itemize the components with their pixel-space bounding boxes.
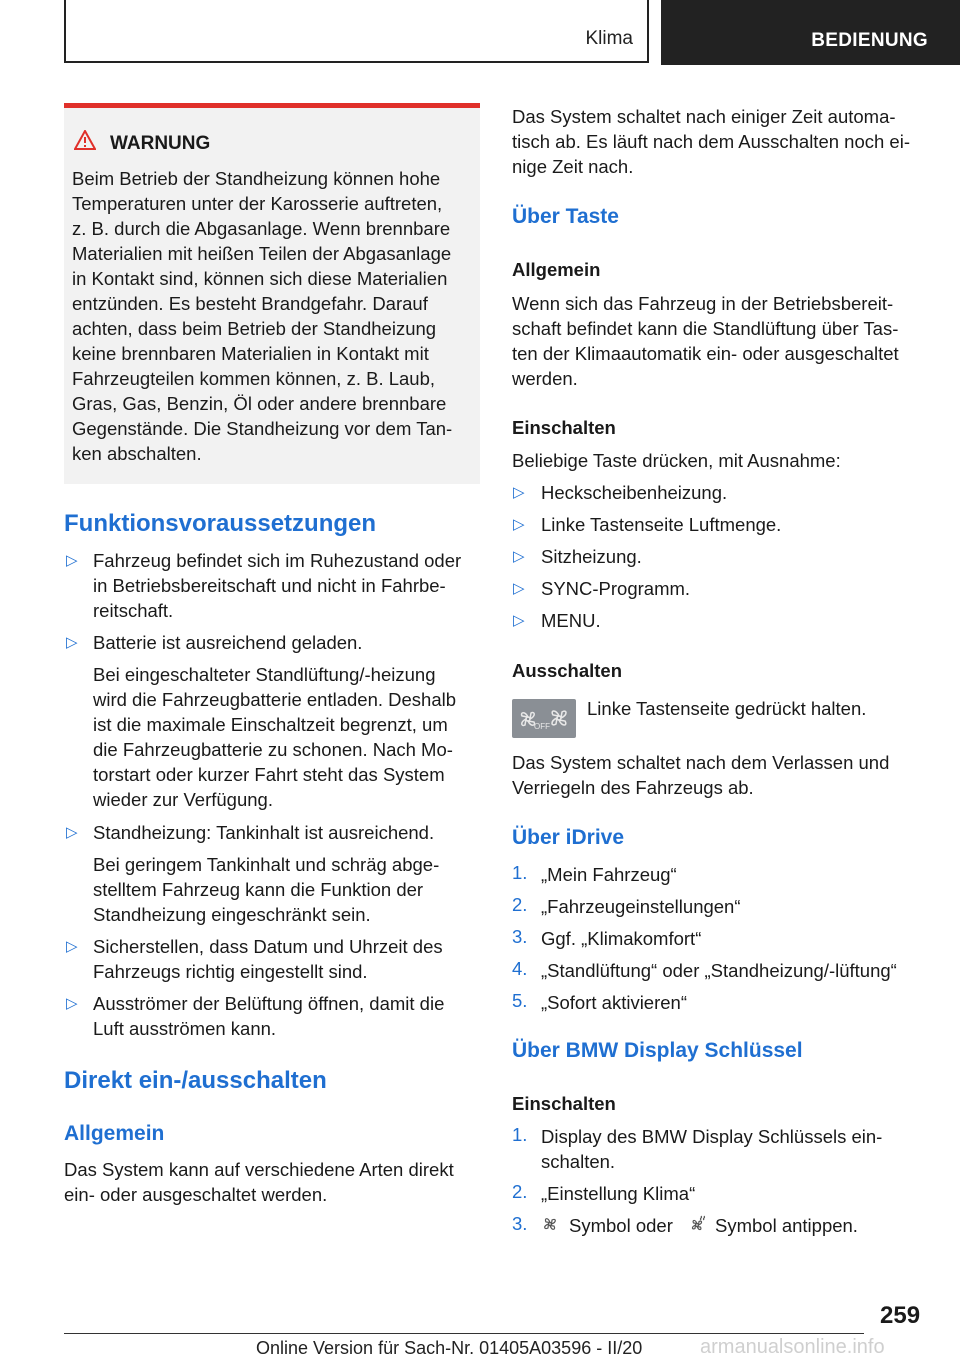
step-number: 5.: [512, 990, 528, 1011]
header-chapter-title: BEDIENUNG: [811, 30, 928, 51]
bullet-marker: ▷: [66, 634, 78, 651]
heading-ueber-idrive: Über iDrive: [512, 826, 625, 849]
heading-funktionsvoraussetzungen: Funktionsvoraussetzungen: [64, 510, 377, 537]
fan-off-icon: [512, 699, 576, 738]
paragraph: Das System schaltet nach dem Verlassen und Verriegeln des Fahrzeugs ab.: [512, 752, 890, 798]
header-section-title: Klima: [585, 28, 633, 49]
step-text: „Standlüftung“ oder „Standheizung/-lüftung“: [541, 960, 897, 981]
header-section-box: [64, 0, 649, 63]
paragraph: Wenn sich das Fahrzeug in der Betriebsbereit- schaft befindet kann die Standlüftung über Tas- ten der Klimaautomatik ein- oder ausgeschaltet werden.: [512, 293, 899, 389]
list-item: SYNC-Programm.: [541, 578, 691, 599]
fan-button-image: [512, 699, 576, 738]
bullet-marker: ▷: [513, 612, 525, 629]
bullet-marker: ▷: [66, 824, 78, 841]
subheading-einschalten: Einschalten: [512, 417, 616, 438]
bullet-marker: ▷: [66, 552, 78, 569]
list-item-note: Bei eingeschalteter Standlüftung/-heizung wird die Fahrzeugbatterie entladen. Deshalb ist die maximale Einschaltzeit begrenzt, um die Fahrzeugbatterie zu schonen. Nach Mo- torstart oder kurzer Fahrt steht das System wieder zur Verfügung.: [93, 664, 457, 810]
heading-ueber-taste: Über Taste: [512, 205, 619, 228]
step-text: „Fahrzeugeinstellungen“: [541, 896, 741, 917]
bullet-marker: ▷: [513, 484, 525, 501]
paragraph: Beliebige Taste drücken, mit Ausnahme:: [512, 450, 841, 471]
warning-text: Beim Betrieb der Standheizung können hohe Temperaturen unter der Karosserie auftreten, z. B. durch die Abgasanlage. Wenn brennbare Materialien mit heißen Teilen der Abgasanlage in Kontakt sind, können sich diese Materialien entzünden. Es besteht Brandgefahr. Darauf achten, dass beim Betrieb der Standheizung keine brennbaren Materialien in Kontakt mit Fahrzeugteilen kommen können, z. B. Laub, Gras, Gas, Benzin, Öl oder andere brennbare Gegenstände. Die Standheizung vor dem Tan- ken abschalten.: [72, 168, 453, 464]
list-item: MENU.: [541, 610, 601, 631]
step-number: 3.: [512, 926, 528, 947]
list-item: Linke Tastenseite Luftmenge.: [541, 514, 782, 535]
list-item: Sicherstellen, dass Datum und Uhrzeit des Fahrzeugs richtig eingestellt sind.: [93, 936, 443, 982]
list-item: Heckscheibenheizung.: [541, 482, 728, 503]
step-text: Ggf. „Klimakomfort“: [541, 928, 702, 949]
button-caption: Linke Tastenseite gedrückt halten.: [587, 698, 867, 719]
heading-bmw-display: Über BMW Display Schlüssel: [512, 1039, 803, 1062]
step-number: 2.: [512, 894, 528, 915]
page-number: 259: [880, 1302, 921, 1329]
paragraph-intro: Das System schaltet nach einiger Zeit automa- tisch ab. Es läuft nach dem Ausschalten noch ei- nige Zeit nach.: [512, 106, 910, 177]
warning-triangle-icon: [74, 130, 96, 150]
subheading-allgemein: Allgemein: [64, 1122, 165, 1145]
step-number: 4.: [512, 958, 528, 979]
list-item: Standheizung: Tankinhalt ist ausreichend.: [93, 822, 435, 843]
step-text: Symbol antippen.: [715, 1215, 858, 1236]
paragraph: Das System kann auf verschiedene Arten direkt ein- oder ausgeschaltet werden.: [64, 1159, 454, 1205]
step-number: 3.: [512, 1213, 528, 1234]
step-text: „Mein Fahrzeug“: [541, 864, 677, 885]
heading-direkt: Direkt ein-/ausschalten: [64, 1067, 327, 1094]
list-item-note: Bei geringem Tankinhalt und schräg abge- stelltem Fahrzeug kann die Funktion der Standheizung eingeschränkt sein.: [93, 854, 440, 925]
bullet-marker: ▷: [66, 995, 78, 1012]
header-chapter-box: [661, 0, 960, 65]
bullet-marker: ▷: [513, 548, 525, 565]
subheading-ausschalten: Ausschalten: [512, 660, 623, 681]
step-text: „Einstellung Klima“: [541, 1183, 696, 1204]
bullet-marker: ▷: [513, 580, 525, 597]
footer-text: Online Version für Sach-Nr. 01405A03596 - II/20: [256, 1338, 643, 1358]
warning-title: WARNUNG: [110, 133, 211, 154]
footer-divider: [64, 1333, 864, 1334]
subheading-allgemein: Allgemein: [512, 259, 601, 280]
heating-fan-icon: [687, 1214, 707, 1234]
svg-text:OFF: OFF: [534, 722, 550, 731]
step-number: 2.: [512, 1181, 528, 1202]
list-item: Batterie ist ausreichend geladen.: [93, 632, 363, 653]
list-item: Sitzheizung.: [541, 546, 642, 567]
bullet-marker: ▷: [513, 516, 525, 533]
list-item: Fahrzeug befindet sich im Ruhezustand oder in Betriebsbereitschaft und nicht in Fahrbe- reitschaft.: [93, 550, 462, 621]
step-text: Symbol oder: [569, 1215, 673, 1236]
watermark-logo: armanualsonline.info: [700, 1336, 885, 1358]
step-number: 1.: [512, 1124, 528, 1145]
fan-icon: [541, 1214, 559, 1234]
step-number: 1.: [512, 862, 528, 883]
subheading-einschalten: Einschalten: [512, 1093, 616, 1114]
step-text: „Sofort aktivieren“: [541, 992, 687, 1013]
bullet-marker: ▷: [66, 938, 78, 955]
step-text: Display des BMW Display Schlüssels ein- schalten.: [541, 1126, 883, 1172]
list-item: Ausströmer der Belüftung öffnen, damit die Luft ausströmen kann.: [93, 993, 445, 1039]
